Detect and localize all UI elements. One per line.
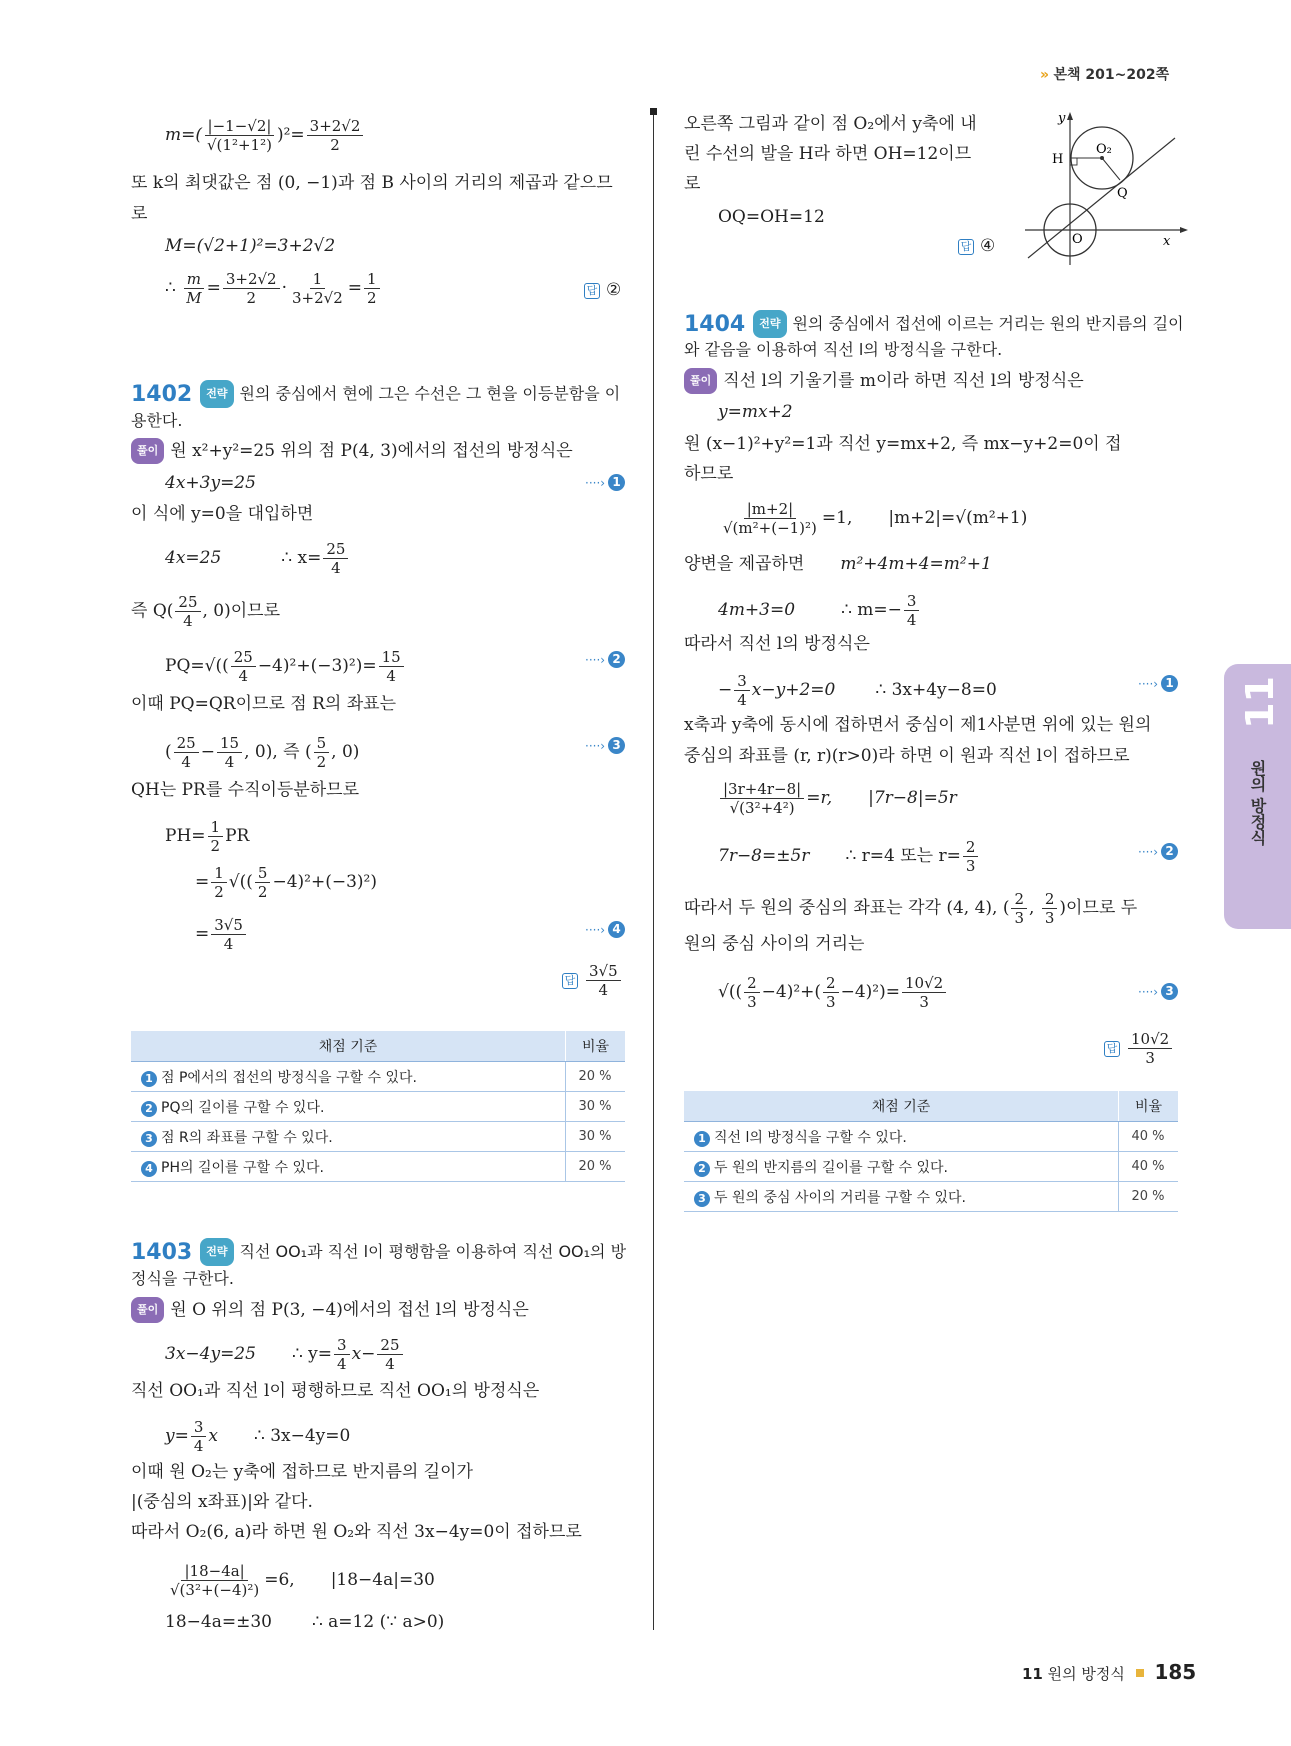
chapter-tab-label: 원의 방정식 xyxy=(1248,760,1267,846)
text-line: 하므로 xyxy=(684,464,734,484)
text-line: 로 xyxy=(684,174,701,194)
text-line: 원 (x−1)²+y²=1과 직선 y=mx+2, 즉 mx−y+2=0이 접 xyxy=(684,434,1122,454)
fig-y-label: y xyxy=(1058,111,1066,126)
text-line: 린 수선의 발을 H라 하면 OH=12이므 xyxy=(684,144,972,164)
table-row: 2 PQ의 길이를 구할 수 있다. 30 % xyxy=(131,1092,625,1122)
step-marker-1: ····› 1 xyxy=(585,474,625,491)
text-line: 따라서 두 원의 중심의 좌표는 각각 (4, 4), ( $\frac{2}{3}$ , $\frac{2}{3}$ )이므로 두 xyxy=(684,890,1138,927)
grading-table-1402 xyxy=(131,1031,625,1182)
solution-line: 풀이 원 O 위의 점 P(3, −4)에서의 접선 l의 방정식은 xyxy=(131,1297,529,1323)
solution-tag: 풀이 xyxy=(131,1297,164,1323)
solution-tag: 풀이 xyxy=(684,368,717,394)
strategy-tag: 전략 xyxy=(200,380,233,408)
footer-chapter-title: 원의 방정식 xyxy=(1047,1665,1125,1683)
answer-icon: 답 xyxy=(1104,1041,1120,1057)
solution-tag: 풀이 xyxy=(131,438,164,464)
equation: PQ=√(( $\frac{25}{4}$ −4)²+(−3)²)= $\frac{15}{4}$ xyxy=(165,648,406,685)
text-line: |(중심의 x좌표)|와 같다. xyxy=(131,1492,313,1512)
table-row: 3 두 원의 중심 사이의 거리를 구할 수 있다. 20 % xyxy=(684,1182,1178,1212)
table-header: 채점 기준 xyxy=(131,1031,566,1062)
text-line: x축과 y축에 동시에 접하면서 중심이 제1사분면 위에 있는 원의 xyxy=(684,715,1152,735)
footer-square-icon xyxy=(1136,1669,1144,1677)
equation: − $\frac{3}{4}$ x−y+2=0 ∴ 3x+4y−8=0 xyxy=(718,672,997,709)
text-line: 로 xyxy=(131,204,148,224)
fig-H-label: H xyxy=(1052,152,1064,167)
equation: y= $\frac{3}{4}$ x ∴ 3x−4y=0 xyxy=(165,1418,351,1455)
equation: 18−4a=±30 ∴ a=12 (∵ a>0) xyxy=(165,1612,445,1632)
table-row: 4 PH의 길이를 구할 수 있다. 20 % xyxy=(131,1152,625,1182)
answer-icon: 답 xyxy=(562,973,578,989)
table-row: 1 점 P에서의 접선의 방정식을 구할 수 있다. 20 % xyxy=(131,1062,625,1092)
table-header: 비율 xyxy=(1119,1091,1179,1122)
equation: 3x−4y=25 ∴ y= $\frac{3}{4}$ x− $\frac{25}{4}$ xyxy=(165,1336,405,1373)
equation: ( $\frac{25}{4}$ − $\frac{15}{4}$ , 0), 즉 ( $\frac{5}{2}$ , 0) xyxy=(165,734,360,771)
equation: 양변을 제곱하면 m²+4m+4=m²+1 xyxy=(684,554,992,574)
text-line: 이때 PQ=QR이므로 점 R의 좌표는 xyxy=(131,694,396,714)
answer: 답 ④ xyxy=(958,236,995,256)
fig-O2-label: O₂ xyxy=(1096,142,1112,157)
m-equation: m=( $\frac{|-1-√2|}{\text{√(1²+1²)}}$ )²= $\frac{3+2√2}{2}$ xyxy=(165,117,365,154)
answer: 답 $\frac{10√2}{3}$ xyxy=(1104,1030,1174,1067)
equation: 7r−8=±5r ∴ r=4 또는 r= $\frac{2}{3}$ xyxy=(718,838,980,875)
text-line: 즉 Q( $\frac{25}{4}$ , 0)이므로 xyxy=(131,593,281,630)
equation: = $\frac{1}{2}$ √(( $\frac{5}{2}$ −4)²+(−3)²) xyxy=(195,864,377,901)
problem-number: 1404 xyxy=(684,312,746,337)
double-chevron-icon: » xyxy=(1040,67,1050,83)
text-line: 또 k의 최댓값은 점 (0, −1)과 점 B 사이의 거리의 제곱과 같으므 xyxy=(131,173,613,193)
text-line: 따라서 직선 l의 방정식은 xyxy=(684,634,870,654)
equation: PH= $\frac{1}{2}$ PR xyxy=(165,818,250,855)
column-divider xyxy=(653,110,654,1630)
step-marker-2: ····› 2 xyxy=(585,651,625,668)
strategy-line: 와 같음을 이용하여 직선 l의 방정식을 구한다. xyxy=(684,340,1003,359)
step-marker-3: ····› 3 xyxy=(585,737,625,754)
strategy-tag: 전략 xyxy=(753,310,786,338)
text-line: 중심의 좌표를 (r, r)(r>0)라 하면 이 원과 직선 l이 접하므로 xyxy=(684,746,1130,766)
solution-line: 풀이 원 x²+y²=25 위의 점 P(4, 3)에서의 접선의 방정식은 xyxy=(131,438,573,464)
equation: 4x=25 ∴ x= $\frac{25}{4}$ xyxy=(165,540,350,577)
problem-1402-header: 1402 전략 원의 중심에서 현에 그은 수선은 그 현을 이등분함을 이 xyxy=(131,382,621,407)
problem-1403-header: 1403 전략 직선 OO₁과 직선 l이 평행함을 이용하여 직선 OO₁의 방 xyxy=(131,1240,627,1265)
equation: = $\frac{3√5}{4}$ xyxy=(195,916,248,953)
table-header: 비율 xyxy=(566,1031,626,1062)
ratio-equation: ∴ $\frac{m}{M}$ = $\frac{3+2√2}{2}$ · $\frac{1}{3+2√2}$ = $\frac{1}{2}$ xyxy=(165,270,382,307)
table-row: 3 점 R의 좌표를 구할 수 있다. 30 % xyxy=(131,1122,625,1152)
answer: 답 ② xyxy=(584,280,621,300)
equation: $\frac{|m+2|}{\text{√(m²+(−1)²)}}$ =1, |m+2|=√(m²+1) xyxy=(723,500,1028,537)
problem-number: 1403 xyxy=(131,1240,193,1265)
chapter-side-tab xyxy=(1224,664,1291,929)
page-ref-text: 본책 201~202쪽 xyxy=(1053,67,1170,83)
text-line: QH는 PR를 수직이등분하므로 xyxy=(131,780,360,800)
step-marker-2: ····› 2 xyxy=(1138,843,1178,860)
grading-table-1404 xyxy=(684,1091,1178,1212)
page-footer xyxy=(1022,1660,1196,1684)
page-ref xyxy=(1040,64,1169,84)
strategy-line: 용한다. xyxy=(131,411,183,430)
answer-icon: 답 xyxy=(958,239,974,255)
answer: 답 $\frac{3√5}{4}$ xyxy=(562,962,623,999)
equation: 4m+3=0 ∴ m=− $\frac{3}{4}$ xyxy=(718,592,921,629)
divider-cap xyxy=(650,108,657,115)
table-header: 채점 기준 xyxy=(684,1091,1119,1122)
equation: √(( $\frac{2}{3}$ −4)²+( $\frac{2}{3}$ −4)²)= $\frac{10√2}{3}$ xyxy=(718,974,948,1011)
step-marker-1: ····› 1 xyxy=(1138,675,1178,692)
solution-line: 풀이 직선 l의 기울기를 m이라 하면 직선 l의 방정식은 xyxy=(684,368,1084,394)
equation: y=mx+2 xyxy=(718,402,793,422)
equation: 4x+3y=25 xyxy=(165,473,256,493)
problem-1404-header: 1404 전략 원의 중심에서 접선에 이르는 거리는 원의 반지름의 길이 xyxy=(684,312,1184,337)
chapter-tab-number: 11 xyxy=(1238,676,1282,729)
equation: OQ=OH=12 xyxy=(718,207,825,227)
circles-figure xyxy=(1020,110,1190,270)
equation: $\frac{|18-4a|}{\text{√(3²+(−4)²)}}$ =6, |18−4a|=30 xyxy=(170,1562,435,1599)
text-line: 오른쪽 그림과 같이 점 O₂에서 y축에 내 xyxy=(684,114,977,134)
text-line: 원의 중심 사이의 거리는 xyxy=(684,934,865,954)
strategy-line: 정식을 구한다. xyxy=(131,1269,234,1288)
page-number: 185 xyxy=(1154,1660,1197,1684)
text-line: 이때 원 O₂는 y축에 접하므로 반지름의 길이가 xyxy=(131,1462,473,1482)
text-line: 직선 OO₁과 직선 l이 평행하므로 직선 OO₁의 방정식은 xyxy=(131,1381,540,1401)
fig-O-label: O xyxy=(1072,232,1083,247)
table-row: 1 직선 l의 방정식을 구할 수 있다. 40 % xyxy=(684,1122,1178,1152)
fig-x-label: x xyxy=(1163,234,1171,249)
text-line: 따라서 O₂(6, a)라 하면 원 O₂와 직선 3x−4y=0이 접하므로 xyxy=(131,1522,582,1542)
answer-icon: 답 xyxy=(584,283,600,299)
M-equation: M=(√2+1)²=3+2√2 xyxy=(165,236,336,256)
step-marker-3: ····› 3 xyxy=(1138,983,1178,1000)
strategy-tag: 전략 xyxy=(200,1238,233,1266)
footer-chapter-number: 11 xyxy=(1022,1665,1043,1683)
problem-number: 1402 xyxy=(131,382,193,407)
fig-Q-label: Q xyxy=(1117,186,1128,201)
step-marker-4: ····› 4 xyxy=(585,921,625,938)
equation: $\frac{|3r+4r-8|}{\text{√(3²+4²)}}$ =r, |7r−8|=5r xyxy=(718,780,957,817)
table-row: 2 두 원의 반지름의 길이를 구할 수 있다. 40 % xyxy=(684,1152,1178,1182)
text-line: 이 식에 y=0을 대입하면 xyxy=(131,504,314,524)
